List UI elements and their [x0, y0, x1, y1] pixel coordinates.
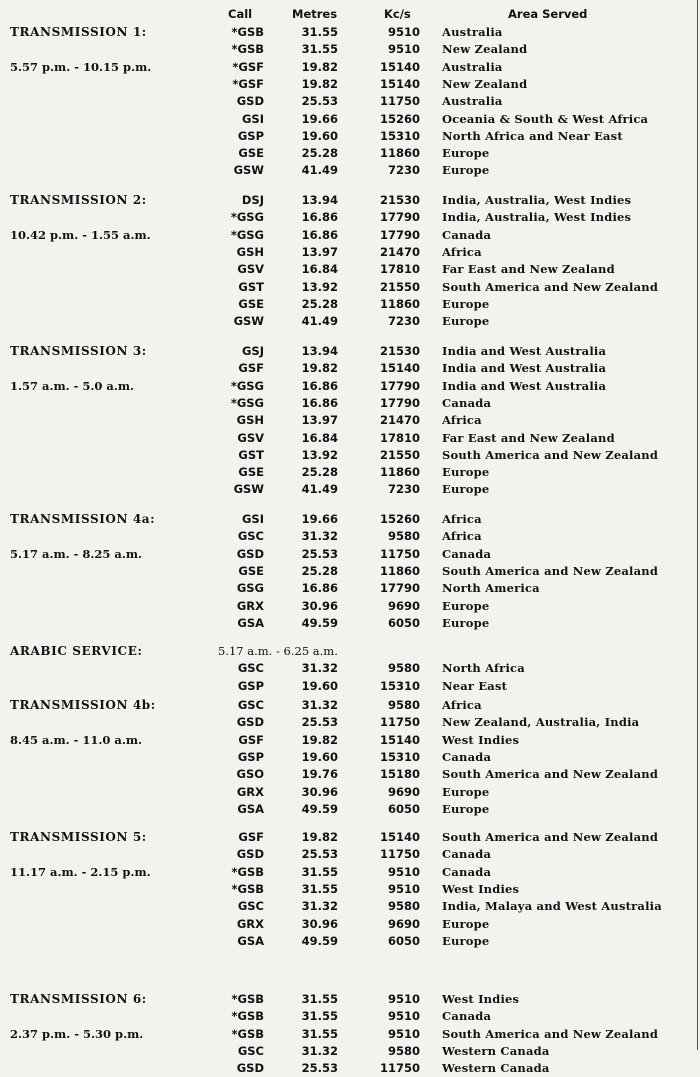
frequency-kcs: 15140: [379, 830, 420, 844]
call-sign: GSW: [233, 482, 264, 497]
frequency-kcs: 17790: [379, 395, 420, 410]
area-served: New Zealand, Australia, India: [442, 715, 640, 730]
wavelength-metres: 16.86: [301, 210, 338, 225]
wavelength-metres: 19.60: [301, 678, 338, 693]
area-served: Europe: [442, 916, 490, 931]
frequency-kcs: 11750: [379, 715, 420, 730]
wavelength-metres: 49.59: [301, 933, 338, 948]
call-sign: GSW: [233, 314, 264, 329]
frequency-kcs: 17790: [379, 378, 420, 393]
frequency-kcs: 21530: [379, 344, 420, 358]
wavelength-metres: 19.66: [301, 111, 338, 126]
area-served: South America and New Zealand: [442, 279, 659, 294]
call-sign: *GSB: [231, 25, 264, 39]
frequency-kcs: 11750: [379, 94, 420, 109]
table-row: [0, 244, 700, 261]
table-row: [0, 76, 700, 93]
call-sign: GSH: [236, 413, 264, 428]
area-served: India, Australia, West Indies: [442, 193, 632, 207]
table-row: [0, 313, 700, 330]
wavelength-metres: 16.86: [301, 378, 338, 393]
frequency-kcs: 15260: [379, 512, 420, 526]
call-sign: *GSG: [230, 395, 264, 410]
area-served: South America and New Zealand: [442, 1026, 659, 1041]
wavelength-metres: 19.82: [301, 732, 338, 747]
area-served: Europe: [442, 482, 490, 497]
wavelength-metres: 19.66: [301, 512, 338, 526]
area-served: Near East: [442, 678, 508, 693]
table-row: [0, 481, 700, 498]
area-served: West Indies: [442, 732, 520, 747]
wavelength-metres: 31.55: [301, 881, 338, 896]
call-sign: *GSF: [232, 59, 264, 74]
area-served: Oceania & South & West Africa: [442, 111, 649, 126]
call-sign: *GSB: [231, 864, 264, 879]
table-row: [0, 1008, 700, 1025]
frequency-kcs: 6050: [387, 933, 420, 948]
wavelength-metres: 19.82: [301, 59, 338, 74]
section-title: ARABIC SERVICE:: [10, 644, 143, 658]
table-row: [0, 447, 700, 464]
table-row: [0, 881, 700, 898]
section-title: TRANSMISSION 3:: [10, 344, 147, 358]
frequency-kcs: 11860: [379, 296, 420, 311]
area-served: Western Canada: [442, 1061, 550, 1076]
call-sign: *GSB: [231, 1026, 264, 1041]
call-sign: GRX: [236, 784, 264, 799]
table-row: [0, 829, 700, 846]
table-row: [0, 59, 700, 76]
area-served: Africa: [442, 512, 482, 526]
call-sign: GSO: [236, 767, 264, 782]
frequency-kcs: 15140: [379, 361, 420, 376]
frequency-kcs: 6050: [387, 615, 420, 630]
wavelength-metres: 31.55: [301, 42, 338, 57]
wavelength-metres: 31.55: [301, 992, 338, 1006]
frequency-kcs: 7230: [387, 482, 420, 497]
wavelength-metres: 13.97: [301, 413, 338, 428]
section-title: TRANSMISSION 2:: [10, 193, 147, 207]
call-sign: GSE: [238, 465, 264, 480]
wavelength-metres: 19.82: [301, 361, 338, 376]
call-sign: GSC: [237, 529, 264, 544]
call-sign: GSE: [238, 563, 264, 578]
table-row: [0, 41, 700, 58]
area-served: Far East and New Zealand: [442, 262, 615, 277]
frequency-kcs: 9510: [387, 25, 420, 39]
area-served: Europe: [442, 314, 490, 329]
frequency-kcs: 11750: [379, 546, 420, 561]
table-row: [0, 528, 700, 545]
section-time-range: 2.37 p.m. - 5.30 p.m.: [10, 1026, 144, 1041]
area-served: India and West Australia: [442, 344, 607, 358]
wavelength-metres: 13.92: [301, 279, 338, 294]
frequency-kcs: 11750: [379, 847, 420, 862]
wavelength-metres: 19.82: [301, 76, 338, 91]
area-served: South America and New Zealand: [442, 447, 659, 462]
section-time-range: 10.42 p.m. - 1.55 a.m.: [10, 227, 151, 242]
area-served: Australia: [442, 25, 503, 39]
area-served: Europe: [442, 465, 490, 480]
table-row: [0, 209, 700, 226]
table-row: [0, 24, 700, 41]
call-sign: *GSG: [230, 378, 264, 393]
call-sign: GSI: [241, 512, 264, 526]
call-sign: DSJ: [241, 193, 264, 207]
table-row: [0, 1060, 700, 1077]
area-served: New Zealand: [442, 42, 528, 57]
wavelength-metres: 25.53: [301, 1061, 338, 1076]
table-row: [0, 360, 700, 377]
header-metres: Metres: [292, 7, 338, 21]
call-sign: GSG: [236, 581, 264, 596]
call-sign: GSW: [233, 163, 264, 178]
table-row: [0, 464, 700, 481]
call-sign: GSP: [237, 128, 264, 143]
table-row: [0, 343, 700, 360]
area-served: North America: [442, 581, 540, 596]
area-served: Africa: [442, 698, 482, 712]
header-call: Call: [228, 7, 253, 21]
call-sign: GSD: [236, 94, 264, 109]
frequency-kcs: 7230: [387, 314, 420, 329]
table-row: [0, 145, 700, 162]
call-sign: GSV: [237, 262, 264, 277]
wavelength-metres: 31.55: [301, 1026, 338, 1041]
frequency-kcs: 11750: [379, 1061, 420, 1076]
call-sign: GST: [238, 447, 264, 462]
frequency-kcs: 11860: [379, 563, 420, 578]
call-sign: GSC: [237, 1043, 264, 1058]
section-title: TRANSMISSION 4b:: [10, 698, 156, 712]
table-row: [0, 378, 700, 395]
wavelength-metres: 41.49: [301, 314, 338, 329]
call-sign: GSF: [238, 732, 264, 747]
area-served: India and West Australia: [442, 361, 607, 376]
call-sign: *GSB: [231, 1009, 264, 1024]
wavelength-metres: 16.84: [301, 430, 338, 445]
wavelength-metres: 25.28: [301, 146, 338, 161]
table-row: [0, 580, 700, 597]
call-sign: *GSG: [230, 227, 264, 242]
area-served: South America and New Zealand: [442, 830, 659, 844]
section-time-note: 5.17 a.m. - 6.25 a.m.: [218, 644, 338, 658]
area-served: Africa: [442, 244, 482, 259]
table-row: [0, 395, 700, 412]
wavelength-metres: 19.76: [301, 767, 338, 782]
frequency-kcs: 17790: [379, 227, 420, 242]
frequency-kcs: 9510: [387, 1026, 420, 1041]
area-served: Africa: [442, 413, 482, 428]
frequency-kcs: 17790: [379, 581, 420, 596]
area-served: Europe: [442, 296, 490, 311]
area-served: Africa: [442, 529, 482, 544]
frequency-kcs: 9510: [387, 864, 420, 879]
frequency-kcs: 17810: [379, 430, 420, 445]
table-row: [0, 546, 700, 563]
wavelength-metres: 19.60: [301, 749, 338, 764]
area-served: Australia: [442, 59, 503, 74]
section-time-range: 11.17 a.m. - 2.15 p.m.: [10, 864, 151, 879]
section-time-range: 5.57 p.m. - 10.15 p.m.: [10, 59, 152, 74]
frequency-kcs: 15310: [379, 678, 420, 693]
area-served: Western Canada: [442, 1043, 550, 1058]
frequency-kcs: 21470: [379, 244, 420, 259]
wavelength-metres: 31.32: [301, 698, 338, 712]
table-row: [0, 697, 700, 714]
call-sign: GSA: [237, 933, 264, 948]
frequency-kcs: 15310: [379, 128, 420, 143]
table-row: [0, 296, 700, 313]
area-served: Europe: [442, 163, 490, 178]
area-served: North Africa: [442, 661, 525, 676]
wavelength-metres: 31.32: [301, 529, 338, 544]
wavelength-metres: 25.53: [301, 715, 338, 730]
table-row: [0, 563, 700, 580]
call-sign: GSE: [238, 146, 264, 161]
column-header-row: [0, 4, 700, 22]
area-served: Canada: [442, 749, 492, 764]
area-served: South America and New Zealand: [442, 767, 659, 782]
wavelength-metres: 30.96: [301, 598, 338, 613]
wavelength-metres: 25.28: [301, 296, 338, 311]
wavelength-metres: 31.55: [301, 864, 338, 879]
frequency-kcs: 6050: [387, 801, 420, 816]
table-row: [0, 846, 700, 863]
call-sign: *GSB: [231, 42, 264, 57]
section-title: TRANSMISSION 1:: [10, 25, 147, 39]
area-served: Canada: [442, 1009, 492, 1024]
area-served: New Zealand: [442, 76, 528, 91]
wavelength-metres: 13.92: [301, 447, 338, 462]
call-sign: GST: [238, 279, 264, 294]
wavelength-metres: 13.94: [301, 193, 338, 207]
table-row: [0, 732, 700, 749]
wavelength-metres: 41.49: [301, 482, 338, 497]
call-sign: GSD: [236, 715, 264, 730]
call-sign: *GSG: [230, 210, 264, 225]
wavelength-metres: 30.96: [301, 916, 338, 931]
table-row: [0, 1043, 700, 1060]
frequency-kcs: 9510: [387, 1009, 420, 1024]
call-sign: *GSF: [232, 76, 264, 91]
area-served: Europe: [442, 801, 490, 816]
table-row: [0, 412, 700, 429]
wavelength-metres: 19.60: [301, 128, 338, 143]
table-row: [0, 111, 700, 128]
call-sign: GSF: [238, 361, 264, 376]
area-served: Canada: [442, 864, 492, 879]
section-time-range: 5.17 a.m. - 8.25 a.m.: [10, 546, 143, 561]
table-row: [0, 192, 700, 209]
frequency-kcs: 9690: [387, 916, 420, 931]
frequency-kcs: 11860: [379, 465, 420, 480]
wavelength-metres: 16.86: [301, 581, 338, 596]
area-served: India and West Australia: [442, 378, 607, 393]
table-row: [0, 991, 700, 1008]
area-served: West Indies: [442, 881, 520, 896]
section-title: TRANSMISSION 4a:: [10, 512, 156, 526]
table-row: [0, 660, 700, 677]
wavelength-metres: 31.32: [301, 899, 338, 914]
wavelength-metres: 30.96: [301, 784, 338, 799]
section-title: TRANSMISSION 6:: [10, 992, 147, 1006]
frequency-kcs: 9510: [387, 881, 420, 896]
table-row: [0, 511, 700, 528]
area-served: Canada: [442, 227, 492, 242]
call-sign: GSH: [236, 244, 264, 259]
table-row: [0, 864, 700, 881]
header-kcs: Kc/s: [384, 7, 411, 21]
frequency-kcs: 21550: [379, 279, 420, 294]
table-row: [0, 916, 700, 933]
call-sign: *GSB: [231, 881, 264, 896]
wavelength-metres: 25.53: [301, 546, 338, 561]
call-sign: GSP: [237, 678, 264, 693]
frequency-kcs: 21530: [379, 193, 420, 207]
frequency-kcs: 9580: [387, 1043, 420, 1058]
frequency-kcs: 15140: [379, 732, 420, 747]
frequency-kcs: 15180: [379, 767, 420, 782]
frequency-kcs: 15140: [379, 76, 420, 91]
wavelength-metres: 25.28: [301, 465, 338, 480]
call-sign: GRX: [236, 916, 264, 931]
wavelength-metres: 25.28: [301, 563, 338, 578]
frequency-kcs: 9510: [387, 42, 420, 57]
table-row: [0, 801, 700, 818]
frequency-kcs: 9580: [387, 899, 420, 914]
wavelength-metres: 16.86: [301, 227, 338, 242]
frequency-kcs: 15310: [379, 749, 420, 764]
area-served: Europe: [442, 784, 490, 799]
frequency-kcs: 15260: [379, 111, 420, 126]
frequency-kcs: 9580: [387, 529, 420, 544]
area-served: Canada: [442, 847, 492, 862]
wavelength-metres: 25.53: [301, 94, 338, 109]
frequency-kcs: 9580: [387, 661, 420, 676]
wavelength-metres: 31.32: [301, 1043, 338, 1058]
call-sign: GSD: [236, 546, 264, 561]
frequency-kcs: 15140: [379, 59, 420, 74]
wavelength-metres: 41.49: [301, 163, 338, 178]
section-title: TRANSMISSION 5:: [10, 830, 147, 844]
call-sign: GSP: [237, 749, 264, 764]
area-served: Far East and New Zealand: [442, 430, 615, 445]
call-sign: GSD: [236, 847, 264, 862]
wavelength-metres: 31.32: [301, 661, 338, 676]
section-time-range: 1.57 a.m. - 5.0 a.m.: [10, 378, 135, 393]
table-row: [0, 598, 700, 615]
area-served: Europe: [442, 933, 490, 948]
wavelength-metres: 49.59: [301, 801, 338, 816]
table-row: [0, 749, 700, 766]
frequency-kcs: 9690: [387, 598, 420, 613]
area-served: South America and New Zealand: [442, 563, 659, 578]
wavelength-metres: 16.86: [301, 395, 338, 410]
table-row: [0, 227, 700, 244]
wavelength-metres: 31.55: [301, 1009, 338, 1024]
header-area-served: Area Served: [508, 7, 588, 21]
area-served: Canada: [442, 395, 492, 410]
area-served: India, Malaya and West Australia: [442, 899, 662, 914]
wavelength-metres: 16.84: [301, 262, 338, 277]
table-row: [0, 898, 700, 915]
wavelength-metres: 25.53: [301, 847, 338, 862]
table-row: [0, 430, 700, 447]
wavelength-metres: 13.94: [301, 344, 338, 358]
table-row: [0, 279, 700, 296]
call-sign: GSA: [237, 615, 264, 630]
call-sign: GSA: [237, 801, 264, 816]
call-sign: *GSB: [231, 992, 264, 1006]
table-row: [0, 766, 700, 783]
frequency-kcs: 21550: [379, 447, 420, 462]
call-sign: GSJ: [241, 344, 264, 358]
table-row: [0, 93, 700, 110]
wavelength-metres: 13.97: [301, 244, 338, 259]
area-served: Europe: [442, 615, 490, 630]
frequency-kcs: 9690: [387, 784, 420, 799]
table-row: [0, 714, 700, 731]
area-served: North Africa and Near East: [442, 128, 623, 143]
wavelength-metres: 31.55: [301, 25, 338, 39]
call-sign: GSC: [237, 698, 264, 712]
table-row: [0, 678, 700, 695]
frequency-kcs: 7230: [387, 163, 420, 178]
table-row: [0, 784, 700, 801]
call-sign: GSC: [237, 899, 264, 914]
call-sign: GSE: [238, 296, 264, 311]
table-row: [0, 128, 700, 145]
area-served: Australia: [442, 94, 503, 109]
call-sign: GSC: [237, 661, 264, 676]
call-sign: GSI: [241, 111, 264, 126]
wavelength-metres: 49.59: [301, 615, 338, 630]
call-sign: GSV: [237, 430, 264, 445]
frequency-kcs: 21470: [379, 413, 420, 428]
call-sign: GRX: [236, 598, 264, 613]
area-served: West Indies: [442, 992, 520, 1006]
table-row: [0, 615, 700, 632]
table-row: [0, 261, 700, 278]
frequency-kcs: 11860: [379, 146, 420, 161]
frequency-kcs: 17790: [379, 210, 420, 225]
frequency-kcs: 9510: [387, 992, 420, 1006]
table-row: [0, 933, 700, 950]
section-time-range: 8.45 a.m. - 11.0 a.m.: [10, 732, 143, 747]
frequency-kcs: 17810: [379, 262, 420, 277]
table-row: [0, 162, 700, 179]
frequency-kcs: 9580: [387, 698, 420, 712]
wavelength-metres: 19.82: [301, 830, 338, 844]
call-sign: GSD: [236, 1061, 264, 1076]
area-served: Europe: [442, 598, 490, 613]
table-row: [0, 1026, 700, 1043]
area-served: India, Australia, West Indies: [442, 210, 632, 225]
call-sign: GSF: [238, 830, 264, 844]
area-served: Canada: [442, 546, 492, 561]
area-served: Europe: [442, 146, 490, 161]
